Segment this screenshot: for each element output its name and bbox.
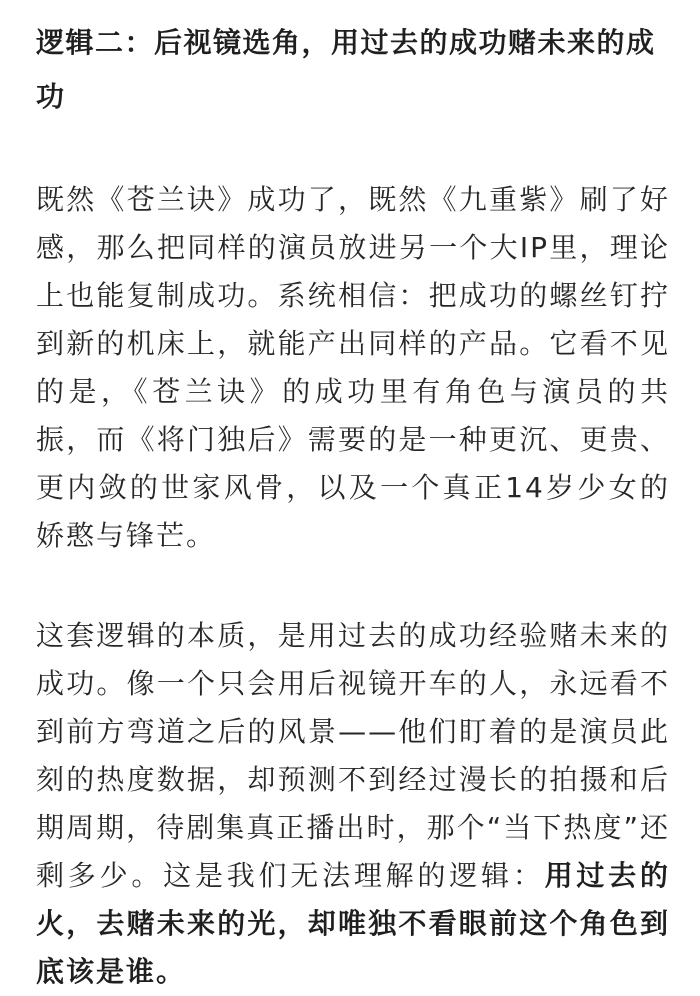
- paragraph-2-text: 这套逻辑的本质，是用过去的成功经验赌未来的成功。像一个只会用后视镜开车的人，永远看不到前方弯道之后的风景——他们盯着的是演员此刻的热度数据，却预测不到经过漫长的拍摄和后期周期，待剧集真正播出时，那个“当下热度”还剩多少。这是我们无法理解的逻辑：: [36, 619, 670, 892]
- paragraph-2-bold-text: 用过去的火，去赌未来的光，却唯独不看眼前这个角色到底该是谁。: [36, 859, 670, 988]
- paragraph-1: 既然《苍兰诀》成功了，既然《九重紫》刷了好感，那么把同样的演员放进另一个大IP里，理论上也能复制成功。系统相信：把成功的螺丝钉拧到新的机床上，就能产出同样的产品。它看不见的是，《苍兰诀》的成功里有角色与演员的共振，而《将门独后》需要的是一种更沉、更贵、更内敛的世家风骨，以及一个真正14岁少女的娇憨与锋芒。: [36, 183, 670, 552]
- paragraph-2: [36, 612, 670, 996]
- article-heading: 逻辑二：后视镜选角，用过去的成功赌未来的成功: [36, 26, 656, 113]
